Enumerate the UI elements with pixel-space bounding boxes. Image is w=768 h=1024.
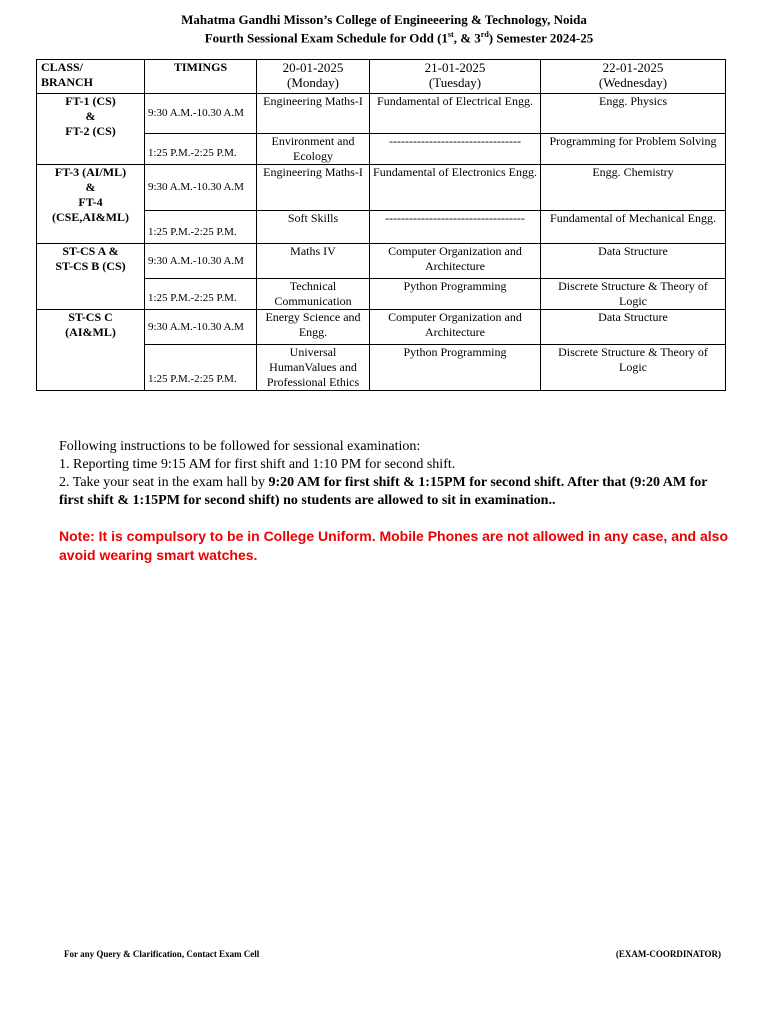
subject-cell: Discrete Structure & Theory of Logic [541, 345, 726, 391]
class-branch-line: ST-CS C [68, 310, 113, 324]
subject-cell: Python Programming [370, 279, 541, 310]
subject-cell: Engineering Maths-I [257, 165, 370, 211]
timing-cell: 9:30 A.M.-10.30 A.M [145, 94, 257, 134]
day-header-3: 22-01-2025 (Wednesday) [541, 60, 726, 94]
day-header-1: 20-01-2025 (Monday) [257, 60, 370, 94]
subject-cell: Data Structure [541, 310, 726, 345]
footer-coordinator: (EXAM-COORDINATOR) [615, 949, 721, 959]
class-branch-line: & [85, 180, 96, 194]
subject-cell: Soft Skills [257, 211, 370, 244]
timing-cell: 9:30 A.M.-10.30 A.M [145, 244, 257, 279]
subject-cell: Discrete Structure & Theory of Logic [541, 279, 726, 310]
timing-cell: 1:25 P.M.-2:25 P.M. [145, 279, 257, 310]
subject-cell: Computer Organization and Architecture [370, 310, 541, 345]
day-header-2: 21-01-2025 (Tuesday) [370, 60, 541, 94]
exam-schedule-table [36, 59, 726, 391]
class-branch-line: ST-CS B (CS) [55, 259, 126, 273]
class-branch-line: ST-CS A & [62, 244, 119, 258]
subject-cell: Technical Communication [257, 279, 370, 310]
document-header [0, 12, 768, 45]
table-row [37, 165, 726, 211]
table-row [37, 244, 726, 279]
class-branch-line: FT-2 (CS) [65, 124, 116, 138]
timing-cell: 9:30 A.M.-10.30 A.M [145, 310, 257, 345]
subject-cell: Fundamental of Electrical Engg. [370, 94, 541, 134]
subject-cell: Engg. Chemistry [541, 165, 726, 211]
subject-cell: --------------------------------- [370, 134, 541, 165]
uniform-note: Note: It is compulsory to be in College Uniform. Mobile Phones are not allowed in any case, and also avoid wearing smart watches. [59, 528, 729, 563]
class-branch-line: FT-4 [78, 195, 103, 209]
class-branch-line: FT-3 (AI/ML) [54, 165, 127, 179]
class-branch-cell [37, 244, 145, 310]
subject-cell: ----------------------------------- [370, 211, 541, 244]
subject-cell: Maths IV [257, 244, 370, 279]
class-branch-cell [37, 165, 145, 244]
timing-cell: 1:25 P.M.-2:25 P.M. [145, 134, 257, 165]
class-branch-cell [37, 310, 145, 391]
footer-contact: For any Query & Clarification, Contact Exam Cell [64, 949, 260, 959]
subject-cell: Fundamental of Mechanical Engg. [541, 211, 726, 244]
schedule-title: Fourth Sessional Exam Schedule for Odd (1st, & 3rd) Semester 2024-25 [204, 30, 594, 46]
timing-cell: 1:25 P.M.-2:25 P.M. [145, 345, 257, 391]
subject-cell: Programming for Problem Solving [541, 134, 726, 165]
class-branch-header: CLASS/ BRANCH [37, 60, 145, 94]
class-branch-line: (AI&ML) [65, 325, 116, 339]
subject-cell: Energy Science and Engg. [257, 310, 370, 345]
class-branch-line: FT-1 (CS) [65, 94, 116, 108]
instruction-item-2: 2. Take your seat in the exam hall by 9:20 AM for first shift & 1:15PM for second shift. After that (9:20 AM for first shift & 1:15PM for second shift) no students are allowed to sit in examination.. [59, 475, 708, 508]
instruction-item-1: 1. Reporting time 9:15 AM for first shift and 1:10 PM for second shift. [59, 457, 456, 472]
timing-cell: 9:30 A.M.-10.30 A.M [145, 165, 257, 211]
instructions [59, 438, 734, 510]
table-row [37, 94, 726, 134]
table-header-row [37, 60, 726, 94]
subject-cell: Python Programming [370, 345, 541, 391]
table-row [37, 310, 726, 345]
college-title: Mahatma Gandhi Misson’s College of Engineeering & Technology, Noida [181, 12, 587, 27]
class-branch-cell [37, 94, 145, 165]
timings-header: TIMINGS [145, 60, 257, 94]
timing-cell: 1:25 P.M.-2:25 P.M. [145, 211, 257, 244]
class-branch-line: & [85, 109, 96, 123]
subject-cell: Universal HumanValues and Professional Ethics [257, 345, 370, 391]
subject-cell: Data Structure [541, 244, 726, 279]
subject-cell: Environment and Ecology [257, 134, 370, 165]
class-branch-line: (CSE,AI&ML) [52, 210, 129, 224]
subject-cell: Computer Organization and Architecture [370, 244, 541, 279]
subject-cell: Fundamental of Electronics Engg. [370, 165, 541, 211]
subject-cell: Engineering Maths-I [257, 94, 370, 134]
instructions-intro: Following instructions to be followed for sessional examination: [59, 439, 421, 454]
subject-cell: Engg. Physics [541, 94, 726, 134]
